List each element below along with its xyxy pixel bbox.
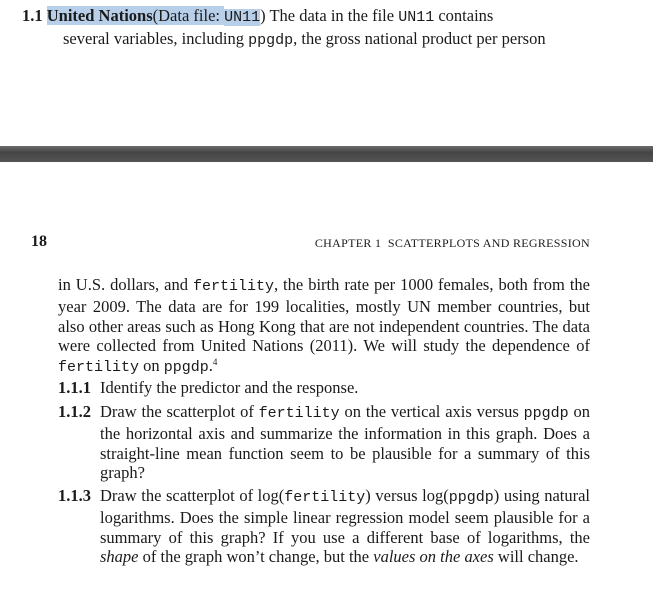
file-ref: UN11 — [398, 9, 435, 26]
var-fertility: fertility — [258, 405, 340, 422]
exercise-number: 1.1.2 — [58, 402, 91, 421]
data-file-open: (Data file: — [152, 6, 225, 25]
footnote-marker: 4 — [212, 357, 218, 368]
exercise-text: Identify the predictor and the response. — [100, 378, 359, 397]
page-number: 18 — [31, 233, 47, 250]
exercise-text: Draw the scatterplot of fertility on the vertical axis versus ppgdp on the horizontal axis and summarize the information in this graph. Does a straight-line mean function seem to be plausible for a summary of this graph? — [100, 402, 591, 483]
running-head-chapter: CHAPTER 1 — [314, 236, 382, 250]
excerpt-text-b: contains — [434, 6, 494, 25]
excerpt-line2: several variables, including ppgdp, the gross national product per person — [63, 28, 546, 49]
var-fertility: fertility — [58, 359, 140, 377]
excerpt-text-a: The data in the file — [265, 6, 399, 25]
exercise-number: 1.1.1 — [58, 378, 91, 397]
running-head — [315, 236, 590, 251]
var-fertility: fertility — [284, 489, 366, 506]
problem-number: 1.1 — [22, 6, 43, 25]
emphasis-shape: shape — [100, 547, 139, 567]
var-ppgdp: ppgdp — [448, 489, 494, 506]
problem-title: United Nations — [46, 6, 153, 25]
exercise-1-1-1 — [58, 378, 590, 398]
var-ppgdp: ppgdp — [163, 359, 209, 377]
emphasis-values-on-axes: values on the axes — [373, 547, 494, 567]
var-ppgdp: ppgdp — [248, 31, 294, 49]
var-fertility: fertility — [192, 278, 274, 295]
data-file-close: ) — [260, 6, 266, 25]
exercise-number: 1.1.3 — [58, 486, 91, 505]
exercise-1-1-2 — [58, 402, 590, 483]
data-file-name: UN11 — [224, 9, 261, 26]
previous-page-excerpt — [22, 6, 602, 51]
var-ppgdp: ppgdp — [523, 405, 569, 422]
exercise-1-1-3 — [58, 486, 590, 567]
running-head-title: SCATTERPLOTS AND REGRESSION — [387, 236, 590, 250]
body-paragraph: in U.S. dollars, and fertility, the birth rate per 1000 females, both from the year 2009. The data are for 199 localities, mostly UN member countries, but also other areas such as Hong Kong that are not independent countries. The data were collected from United Nations (2011). We will study the dependence of fertility on ppgdp.$^4$ — [58, 275, 590, 377]
exercise-text: Draw the scatterplot of log(fertility) versus log(ppgdp) using natural logarithms. Does the simple linear regression model seem plausible for a summary of this graph? If you use a different base of logarithms, the shape of the graph won’t change, but the values on the axes will change. — [100, 486, 590, 567]
page-separator — [0, 146, 653, 162]
